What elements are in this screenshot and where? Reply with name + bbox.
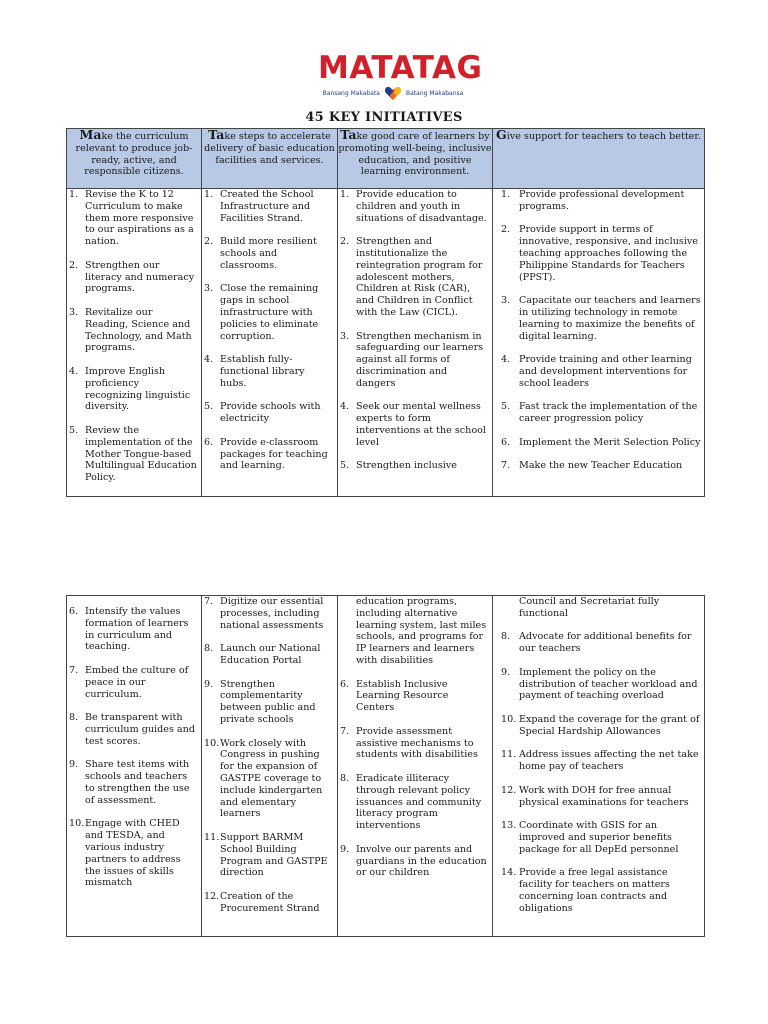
item-text: Digitize our essential processes, including national assessments [220, 596, 324, 631]
list-item [67, 818, 201, 889]
item-text: Creation of the Procurement Strand [220, 890, 320, 914]
item-text: Strengthen our literacy and numeracy programs. [85, 259, 195, 295]
item-number: 9. [501, 666, 511, 678]
item-text: Launch our National Education Portal [220, 643, 321, 666]
item-number: 2. [204, 236, 214, 248]
item-number: 11. [204, 831, 220, 843]
item-text: Build more resilient schools and classrooms. [220, 236, 317, 271]
item-number: 8. [501, 631, 511, 643]
item-text: Strengthen and institutionalize the reintegration program for adolescent mothers, Children at Risk (CAR), and Children in Conflict with the Law (CICL). [356, 236, 483, 318]
item-text: Implement the policy on the distribution of teacher workload and payment of teaching overload [519, 666, 698, 702]
item-number: 9. [340, 843, 350, 855]
list-item [338, 679, 492, 714]
list-item [493, 224, 704, 283]
item-number: 5. [501, 401, 511, 413]
item-number: 4. [204, 354, 214, 366]
item-text: Strengthen complementarity between public and private schools [220, 678, 316, 725]
curriculum-initiatives-list-cont [67, 606, 201, 889]
item-text: Strengthen mechanism in safeguarding our learners against all forms of discrimination and dangers [356, 330, 484, 389]
list-item [338, 596, 492, 667]
list-item [67, 665, 201, 700]
item-text: Provide education to children and youth in situations of disadvantage. [356, 189, 487, 224]
list-item [202, 401, 337, 425]
item-text: Provide assessment assistive mechanisms to students with disabilities [356, 725, 478, 761]
item-number: 4. [340, 401, 350, 413]
item-number: 1. [69, 189, 79, 200]
list-item [67, 307, 201, 354]
list-item [493, 437, 704, 449]
item-number: 2. [501, 224, 511, 236]
list-item [493, 867, 704, 914]
list-item [67, 189, 201, 248]
item-text: Provide e-classroom packages for teaching and learning. [220, 436, 328, 472]
item-text: Engage with CHED and TESDA, and various industry partners to address the issues of skills mismatch [85, 818, 181, 889]
list-item [493, 631, 704, 655]
list-item [338, 401, 492, 448]
list-item [493, 714, 704, 738]
item-number: 3. [204, 283, 214, 295]
list-item [493, 295, 704, 342]
item-number: 8. [340, 772, 350, 784]
table-body-row [67, 596, 705, 937]
item-number: 8. [69, 712, 79, 724]
item-text: Provide a free legal assistance facility for teachers on matters concerning loan contracts and obligations [519, 867, 670, 914]
list-item [202, 354, 337, 389]
list-item [202, 437, 337, 472]
list-item [493, 785, 704, 809]
initiatives-table-page-2 [66, 595, 705, 937]
item-number: 5. [69, 424, 79, 436]
item-text: Close the remaining gaps in school infrastructure with policies to eliminate corruption. [220, 283, 319, 342]
list-item [493, 749, 704, 773]
item-text: Review the implementation of the Mother Tongue-based Multilingual Education Policy. [85, 424, 197, 484]
logo-wordmark: MATATAG [318, 50, 483, 86]
item-number: 7. [340, 725, 350, 737]
initiatives-table-page-1 [66, 128, 705, 497]
list-item [202, 891, 337, 915]
list-item [202, 643, 337, 667]
item-number: 9. [69, 759, 79, 771]
item-text: Revitalize our Reading, Science and Technology, and Math programs. [85, 306, 192, 354]
item-text: Work closely with Congress in pushing for the expansion of GASTPE coverage to include kindergarten and elementary learners [220, 737, 323, 820]
item-text: Involve our parents and guardians in the education or our children [356, 843, 487, 879]
item-text: Expand the coverage for the grant of Special Hardship Allowances [519, 713, 700, 737]
item-number: 2. [69, 259, 79, 271]
item-number: 2. [340, 236, 350, 248]
item-text: Make the new Teacher Education [519, 460, 683, 472]
list-item [338, 726, 492, 761]
logo-tagline-left: Bansang Makabata [322, 89, 380, 97]
facilities-initiatives-list-cont [202, 596, 337, 915]
item-text: Be transparent with curriculum guides and test scores. [85, 712, 195, 747]
list-item [493, 354, 704, 389]
curriculum-initiatives-list [67, 189, 201, 484]
table-header-row [67, 129, 705, 189]
list-item [493, 189, 704, 213]
list-item [493, 596, 704, 620]
item-text: Embed the culture of peace in our curriculum. [85, 664, 189, 700]
item-text: Establish fully-functional library hubs. [220, 354, 305, 389]
list-item [338, 773, 492, 832]
table-body-row [67, 189, 705, 497]
list-item [202, 189, 337, 224]
logo-tagline [318, 85, 468, 101]
list-item [338, 844, 492, 879]
learner-care-initiatives-list [338, 189, 492, 472]
header-take-steps-facilities: Take steps to accelerate delivery of basic education facilities and services. [202, 129, 338, 189]
item-text: Council and Secretariat fully functional [519, 596, 660, 619]
list-item [67, 260, 201, 295]
logo-tagline-right: Batang Makabansa [406, 89, 464, 97]
list-item [493, 667, 704, 702]
item-text: Provide training and other learning and development interventions for school leaders [519, 354, 692, 389]
list-item [67, 366, 201, 413]
item-text: Seek our mental wellness experts to form interventions at the school level [356, 401, 486, 448]
list-item [493, 820, 704, 855]
item-number: 8. [204, 643, 214, 655]
item-text: Advocate for additional benefits for our teachers [519, 631, 692, 655]
item-text: education programs, including alternative learning system, last miles schools, and programs for IP learners and learners with disabilities [356, 596, 487, 666]
header-take-care-of-learners: Take good care of learners by promoting well-being, inclusive education, and positive learning environment. [338, 129, 493, 189]
list-item [202, 596, 337, 631]
item-text: Implement the Merit Selection Policy [519, 436, 701, 448]
item-number: 7. [204, 596, 214, 607]
list-item [202, 283, 337, 342]
item-text: Share test items with schools and teachers to strengthen the use of assessment. [85, 759, 190, 806]
item-number: 6. [501, 436, 511, 448]
heart-hands-icon [384, 85, 402, 101]
header-make-curriculum-relevant: Make the curriculum relevant to produce job-ready, active, and responsible citizens. [67, 129, 202, 189]
item-number: 3. [501, 295, 511, 307]
item-text: Revise the K to 12 Curriculum to make them more responsive to our aspirations as a nation. [85, 189, 194, 248]
learner-care-initiatives-list-cont [338, 596, 492, 879]
item-number: 3. [340, 330, 350, 342]
list-item [338, 331, 492, 390]
item-text: Provide professional development programs. [519, 189, 685, 212]
item-text: Fast track the implementation of the career progression policy [519, 401, 698, 425]
item-number: 4. [501, 354, 511, 366]
item-number: 10. [69, 818, 85, 830]
item-number: 14. [501, 867, 517, 879]
item-number: 10. [501, 713, 517, 725]
item-number: 5. [204, 401, 214, 413]
item-text: Improve English proficiency recognizing linguistic diversity. [85, 365, 191, 413]
list-item [202, 679, 337, 726]
item-text: Intensify the values formation of learners in curriculum and teaching. [85, 606, 189, 653]
item-number: 13. [501, 820, 517, 832]
list-item [202, 832, 337, 879]
teacher-support-initiatives-list [493, 189, 704, 472]
item-text: Capacitate our teachers and learners in utilizing technology in remote learning to maximize the benefits of digital learning. [519, 295, 701, 342]
item-text: Work with DOH for free annual physical examinations for teachers [519, 784, 689, 808]
list-item [338, 460, 492, 472]
list-item [67, 759, 201, 806]
list-item [67, 606, 201, 653]
item-number: 12. [204, 890, 220, 902]
header-give-support-teachers: Give support for teachers to teach better. [493, 129, 705, 189]
teacher-support-initiatives-list-cont [493, 596, 704, 915]
list-item [338, 189, 492, 224]
item-number: 6. [69, 606, 79, 617]
item-text: Provide support in terms of innovative, responsive, and inclusive teaching approaches following the Philippine Standards for Teachers (PPST). [519, 224, 698, 283]
list-item [67, 425, 201, 484]
item-text: Provide schools with electricity [220, 401, 321, 425]
item-number: 6. [340, 678, 350, 690]
item-text: Support BARMM School Building Program and GASTPE direction [220, 831, 328, 879]
list-item [202, 236, 337, 271]
item-number: 7. [69, 664, 79, 676]
item-text: Address issues affecting the net take home pay of teachers [519, 749, 699, 773]
item-text: Created the School Infrastructure and Facilities Strand. [220, 189, 314, 224]
item-text: Establish Inclusive Learning Resource Centers [356, 678, 449, 714]
list-item [338, 236, 492, 319]
item-number: 9. [204, 678, 214, 690]
list-item [202, 738, 337, 821]
item-number: 1. [501, 189, 511, 200]
item-number: 7. [501, 460, 511, 472]
list-item [493, 401, 704, 425]
item-number: 5. [340, 460, 350, 472]
item-number: 3. [69, 306, 79, 318]
item-number: 10. [204, 737, 220, 749]
list-item [493, 460, 704, 472]
item-text: Strengthen inclusive [356, 460, 457, 472]
item-text: Coordinate with GSIS for an improved and superior benefits package for all DepEd personnel [519, 820, 679, 855]
list-item [67, 712, 201, 747]
item-number: 1. [340, 189, 350, 200]
facilities-initiatives-list [202, 189, 337, 472]
item-text: Eradicate illiteracy through relevant policy issuances and community literacy program interventions [356, 772, 482, 832]
item-number: 12. [501, 784, 517, 796]
item-number: 6. [204, 436, 214, 448]
item-number: 11. [501, 749, 517, 761]
item-number: 4. [69, 365, 79, 377]
page-title: 45 KEY INITIATIVES [305, 110, 463, 125]
item-number: 1. [204, 189, 214, 200]
matatag-logo [318, 50, 483, 107]
